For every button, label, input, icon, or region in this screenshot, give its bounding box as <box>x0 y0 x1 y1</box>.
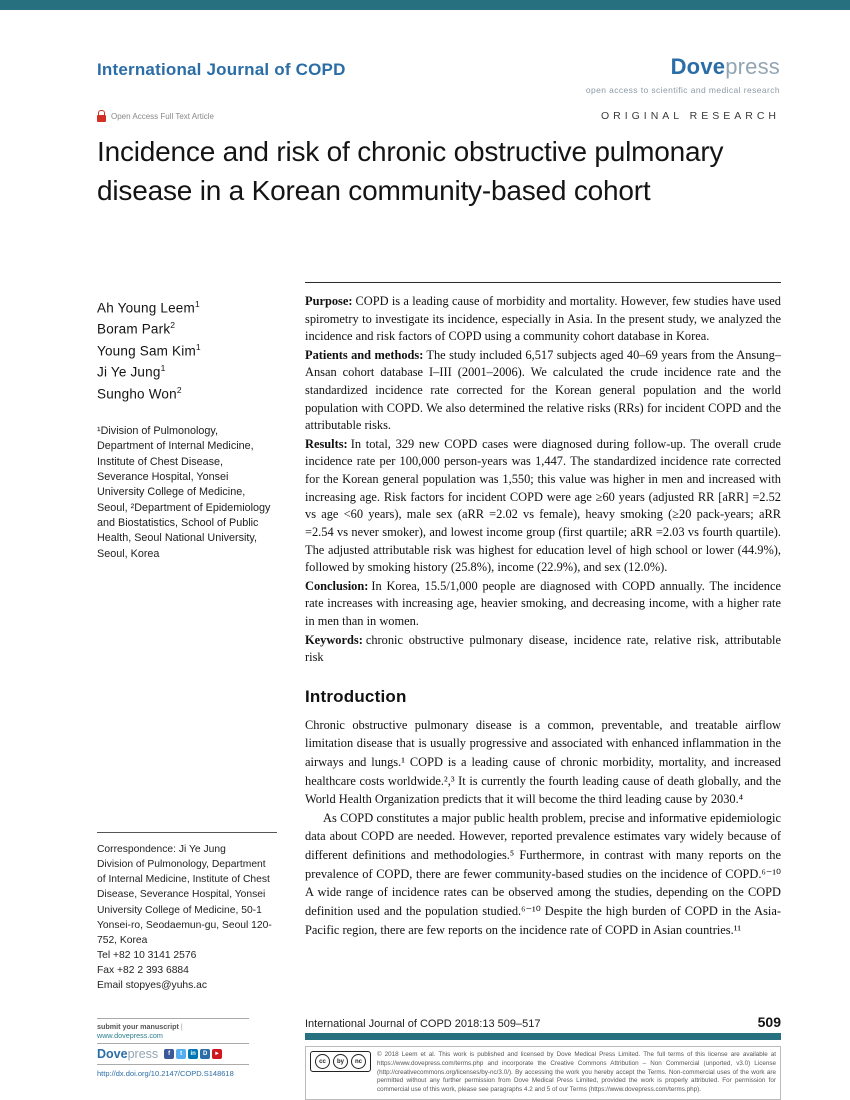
abstract-conclusion: Conclusion: In Korea, 15.5/1,000 people are diagnosed with COPD annually. The incidence rate increases with increasing age, heavier smoking, and decreasing income, with a higher rate in men than in women. <box>305 578 781 628</box>
open-access-label: Open Access Full Text Article <box>111 111 215 121</box>
facebook-icon[interactable]: f <box>164 1049 174 1059</box>
affiliations: ¹Division of Pulmonology, Department of Internal Medicine, Institute of Chest Disease, Severance Hospital, Yonsei University College of Medicine, Seoul, ²Department of Epidemiology and Biostatistics, School of Public Health, Seoul National University, Seoul, Korea <box>97 425 271 560</box>
journal-name: International Journal of COPD <box>97 60 346 79</box>
author-name: Boram Park$^2$ <box>97 320 176 337</box>
abstract-section-label: Patients and methods: <box>305 347 424 362</box>
main-column <box>305 282 781 939</box>
social-icons <box>164 1049 222 1059</box>
youtube-icon[interactable]: ► <box>212 1049 222 1059</box>
dovepress-logo-press: press <box>725 54 780 79</box>
journal-citation: International Journal of COPD 2018:13 509–517 <box>305 1018 541 1030</box>
abstract-results: Results: In total, 329 new COPD cases were diagnosed during follow-up. The overall crude incidence rate per 100,000 person-years was 1,447. The standardized incidence rate corrected for the Korean general population was 1,550; this value was higher in men and increased with increasing age. Risk factors for incident COPD were age ≥60 years (adjusted RR [aRR] =2.52 vs age <60 years), male sex (aRR =2.02 vs female), heavy smoking (≥20 pack-years; aRR =2.54 vs never smoker), and lowest income group (first quartile; aRR =2.03 vs fourth quartile). The adjusted attributable risk was highest for education level of high school or lower (44.9%), followed by smoking history (25.8%), income (22.9%), and sex (12.0%). <box>305 436 781 575</box>
dovepress-footer-logo[interactable]: Dovepress <box>97 1047 159 1061</box>
cc-icon: cc <box>315 1054 330 1069</box>
footer-brand-row <box>97 1043 249 1065</box>
publisher-brand <box>586 54 780 95</box>
license-box <box>305 1046 781 1100</box>
author-name: Sungho Won$^2$ <box>97 384 182 402</box>
introduction-heading: Introduction <box>305 686 407 706</box>
abstract-section-label: Purpose: <box>305 294 353 308</box>
abstract-methods: Patients and methods: The study included 6,517 subjects aged 40–69 years from the Ansung–Ansan cohort database I–III (2001–2006). We calculated the crude incidence rate and the standardized incidence rate corrected for the Korean general population and the world population with COPD. We also determined the relative risks (RRs) for incident COPD and the attributable risks. <box>305 347 781 433</box>
introduction-paragraph: As COPD constitutes a major public health problem, precise and informative epidemiologic data about COPD are needed. However, reported prevalence estimates vary widely because of different definitions and methodologies.⁵ Furthermore, in contrast with many reports on the prevalence of COPD, there are fewer community-based studies on the incidence of COPD.⁶⁻¹⁰ A wide range of incidence rates can be observed among the studies, depending on the COPD definition used and the population studied.⁶⁻¹⁰ Despite the high burden of COPD in the Asia-Pacific region, there are few reports on the incidence rate of COPD in Asian countries.¹¹ <box>305 810 781 937</box>
correspondence-tel: Tel +82 10 3141 2576 <box>97 949 197 961</box>
author-list <box>97 298 277 405</box>
correspondence-name: Correspondence: Ji Ye Jung <box>97 844 226 855</box>
correspondence-block <box>97 832 277 993</box>
dovepress-logo[interactable] <box>586 54 780 80</box>
author-name: Ji Ye Jung$^1$ <box>97 363 166 380</box>
abstract-section-label: Conclusion: <box>305 578 369 593</box>
doi-link[interactable]: http://dx.doi.org/10.2147/COPD.S148618 <box>97 1069 234 1078</box>
submit-manuscript-label: submit your manuscript <box>97 1022 179 1031</box>
article-type-label: ORIGINAL RESEARCH <box>600 110 780 122</box>
author-column <box>97 298 277 562</box>
correspondence-email[interactable]: Email stopyes@yuhs.ac <box>97 980 208 992</box>
dovepress-social-icon[interactable]: D <box>200 1049 210 1059</box>
abstract-section-label: Keywords: <box>305 632 363 647</box>
abstract-section-label: Results: <box>305 436 348 451</box>
footer-left-block <box>97 1018 249 1078</box>
article-meta-row <box>97 110 780 122</box>
footer-right-block <box>305 1014 781 1100</box>
article-title: Incidence and risk of chronic obstructive pulmonary disease in a Korean community-based cohort <box>97 136 724 207</box>
open-access-link[interactable] <box>97 111 214 122</box>
dovepress-logo-dove: Dove <box>670 54 726 79</box>
author-affiliation-mark: 1 <box>194 299 200 309</box>
author-affiliation-mark: 1 <box>160 363 166 374</box>
abstract-keywords: Keywords: chronic obstructive pulmonary disease, incidence rate, relative risk, attributable risk <box>305 632 781 665</box>
cc-by-icon: by <box>333 1054 348 1069</box>
correspondence-address: Division of Pulmonology, Department of Internal Medicine, Institute of Chest Disease, Severance Hospital, Yonsei University College of Medicine, 50-1 Yonsei-ro, Seodaemun-gu, Seoul 120-752, Korea <box>97 859 272 946</box>
author-name: Young Sam Kim$^1$ <box>97 341 201 359</box>
cc-license-logo <box>310 1051 371 1072</box>
dovepress-url-link[interactable]: www.dovepress.com <box>97 1031 163 1040</box>
page-number: 509 <box>757 1014 781 1030</box>
author-name: Ah Young Leem$^1$ <box>97 299 200 316</box>
citation-row <box>305 1014 781 1030</box>
cc-nc-icon: nc <box>351 1054 366 1069</box>
linkedin-icon[interactable]: in <box>188 1049 198 1059</box>
divider: | <box>180 1022 183 1031</box>
top-teal-bar <box>0 0 850 10</box>
author-affiliation-mark: 2 <box>176 384 182 395</box>
abstract-purpose: Purpose: COPD is a leading cause of morbidity and mortality. However, few studies have used spirometry to investigate its incidence, especially in Asia. In the present study, we analyzed the incidence and risk factors of COPD using a community cohort database in Korea. <box>305 294 781 344</box>
submit-manuscript-line[interactable] <box>97 1018 249 1043</box>
footer-teal-bar <box>305 1033 781 1040</box>
publisher-tagline: open access to scientific and medical research <box>585 85 780 95</box>
introduction-paragraph: Chronic obstructive pulmonary disease is a common, preventable, and treatable airflow limitation disease that is usually progressive and associated with enhanced inflammation in the airways and lungs.¹ COPD is a leading cause of chronic morbidity, mortality, and increased healthcare costs worldwide.²,³ It is currently the fourth leading cause of death globally, and the World Health Organization predicts that it will become the third leading cause by 2030.⁴ <box>305 717 781 807</box>
correspondence-fax: Fax +82 2 393 6884 <box>97 965 189 976</box>
author-affiliation-mark: 1 <box>195 341 201 352</box>
license-text: © 2018 Leem et al. This work is published and licensed by Dove Medical Press Limited. The full terms of this license are available at https://www.dovepress.com/terms.php and incorporate the Creative Commons Attribution – Non Commercial (unported, v3.0) License (http://creativecommons.org/licenses/by-nc/3.0/). By accessing the work you hereby accept the Terms. Non-commercial uses of the work are permitted without any further permission from Dove Medical Press Limited, provided the work is properly attributed. For permission for commercial use of this work, please see paragraphs 4.2 and 5 of our Terms (https://www.dovepress.com/terms.php). <box>377 1051 776 1094</box>
author-affiliation-mark: 2 <box>170 320 176 331</box>
twitter-icon[interactable]: t <box>176 1049 186 1059</box>
open-access-icon <box>97 115 106 122</box>
page-header <box>97 54 780 95</box>
